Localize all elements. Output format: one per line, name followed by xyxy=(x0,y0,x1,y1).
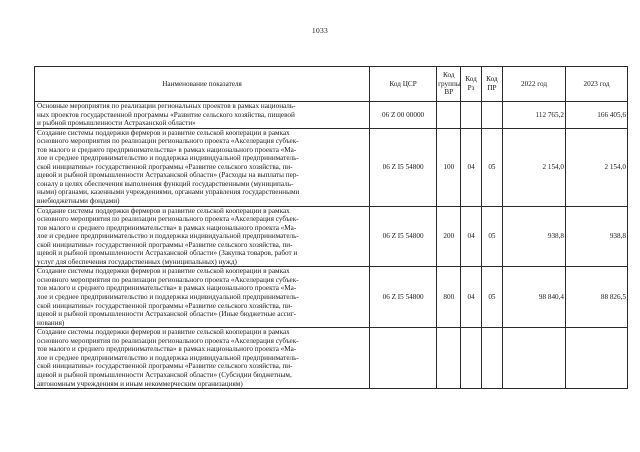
header-year-2023: 2023 год xyxy=(566,67,628,102)
header-rz-code xyxy=(461,67,481,102)
indicator-name-line: щевой и рыбной промышленности Астраханской области» (Иные бюджетные ассиг- xyxy=(37,310,297,319)
header-pr-line: Код xyxy=(486,75,498,84)
indicator-name-line: щевой и рыбной промышленности Астраханской области» (Субсидии бюджетным, xyxy=(37,370,292,379)
amount-2022-cell: 112 765,2 xyxy=(503,102,566,129)
indicator-name-line: услуг для обеспечения государственных (муниципальных) нужд) xyxy=(37,257,237,266)
page-number: 1033 xyxy=(311,26,329,35)
header-rz-line: Рз xyxy=(467,84,475,92)
table-row xyxy=(35,206,628,267)
indicator-name-line: лое и среднее предпринимательство и поддержка индивидуальной предприниматель- xyxy=(37,293,299,302)
vr-group-cell: 200 xyxy=(437,206,461,267)
table-row xyxy=(35,128,628,206)
indicator-name-line: основного мероприятия по реализации регионального проекта «Акселерация субъек- xyxy=(37,215,299,224)
indicator-name-cell xyxy=(35,128,370,206)
budget-table xyxy=(34,66,628,389)
pr-code-cell: 05 xyxy=(481,267,502,328)
csr-code-cell xyxy=(370,328,437,389)
indicator-name-line: Создание системы поддержки фермеров и развитие сельской кооперации в рамках xyxy=(37,128,290,137)
indicator-name-line: основного мероприятия по реализации регионального проекта «Акселерация субъек- xyxy=(37,336,299,345)
pr-code-cell xyxy=(481,102,502,129)
indicator-name-cell xyxy=(35,206,370,267)
amount-2023-cell: 88 826,5 xyxy=(566,267,628,328)
header-vr-line: ВР xyxy=(444,88,454,97)
amount-2022-cell xyxy=(503,328,566,389)
indicator-name-line: ской инициативы» государственной программы «Развитие сельского хозяйства, пи- xyxy=(37,240,293,249)
csr-code-cell: 06 Z 00 00000 xyxy=(370,102,437,129)
rz-code-cell xyxy=(461,328,481,389)
header-csr-code: Код ЦСР xyxy=(370,67,437,102)
amount-2023-cell xyxy=(566,328,628,389)
header-pr-code xyxy=(481,67,502,102)
header-vr-line: Код xyxy=(443,71,455,80)
indicator-name-line: Создание системы поддержки фермеров и развитие сельской кооперации в рамках xyxy=(37,206,290,215)
rz-code-cell: 04 xyxy=(461,267,481,328)
table-row xyxy=(35,102,628,129)
indicator-name-line: щевой и рыбной промышленности Астраханской области» (Закупка товаров, работ и xyxy=(37,249,298,258)
pr-code-cell: 05 xyxy=(481,128,502,206)
indicator-name-cell xyxy=(35,267,370,328)
vr-group-cell: 800 xyxy=(437,267,461,328)
indicator-name-line: лое и среднее предпринимательство и поддержка индивидуальной предприниматель- xyxy=(37,154,299,163)
header-vr-group xyxy=(437,67,461,102)
amount-2023-cell: 166 405,6 xyxy=(566,102,628,129)
indicator-name-line: Создание системы поддержки фермеров и развитие сельской кооперации в рамках xyxy=(37,328,290,337)
header-pr-line: ПР xyxy=(487,84,497,92)
indicator-name-line: внебюджетными фондами) xyxy=(37,197,120,206)
indicator-name-cell xyxy=(35,102,370,129)
indicator-name-line: тов малого и среднего предпринимательства» в рамках национального проекта «Ма- xyxy=(37,345,297,354)
indicator-name-line: ской инициативы» государственной программы «Развитие сельского хозяйства, пи- xyxy=(37,301,293,310)
indicator-name-line: тов малого и среднего предпринимательства» в рамках национального проекта «Ма- xyxy=(37,284,297,293)
rz-code-cell: 04 xyxy=(461,128,481,206)
indicator-name-line: Создание системы поддержки фермеров и развитие сельской кооперации в рамках xyxy=(37,267,290,276)
indicator-name-line: тов малого и среднего предпринимательства» в рамках национального проекта «Ма- xyxy=(37,223,297,232)
indicator-name-line: ными) органами, казенными учреждениями, органами управления государственными xyxy=(37,188,300,197)
pr-code-cell xyxy=(481,328,502,389)
pr-code-cell: 05 xyxy=(481,206,502,267)
amount-2023-cell: 2 154,0 xyxy=(566,128,628,206)
indicator-name-line: лое и среднее предпринимательство и поддержка индивидуальной предприниматель- xyxy=(37,232,299,241)
csr-code-cell: 06 Z I5 54800 xyxy=(370,206,437,267)
indicator-name-line: ской инициативы» государственной программы «Развитие сельского хозяйства, пи- xyxy=(37,162,293,171)
header-rz-line: Код xyxy=(465,75,477,84)
table-body xyxy=(35,102,628,389)
amount-2022-cell: 98 840,4 xyxy=(503,267,566,328)
amount-2023-cell: 938,8 xyxy=(566,206,628,267)
indicator-name-line: Основные мероприятия по реализации региональных проектов в рамках националь- xyxy=(37,102,296,110)
vr-group-cell: 100 xyxy=(437,128,461,206)
indicator-name-line: ской инициативы» государственной программы «Развитие сельского хозяйства, пи- xyxy=(37,362,293,371)
header-year-2022: 2022 год xyxy=(503,67,566,102)
indicator-name-line: автономным учреждениям и иным некоммерческим организациям) xyxy=(37,379,243,388)
indicator-name-line: соналу в целях обеспечения выполнения функций государственными (муниципаль- xyxy=(37,179,294,188)
rz-code-cell xyxy=(461,102,481,129)
indicator-name-line: лое и среднее предпринимательство и поддержка индивидуальной предприниматель- xyxy=(37,353,299,362)
vr-group-cell xyxy=(437,102,461,129)
rz-code-cell: 04 xyxy=(461,206,481,267)
header-vr-line: группы xyxy=(438,79,461,88)
indicator-name-line: основного мероприятия по реализации регионального проекта «Акселерация субъек- xyxy=(37,275,299,284)
table-row xyxy=(35,267,628,328)
table-header-row xyxy=(35,67,628,102)
csr-code-cell: 06 Z I5 54800 xyxy=(370,128,437,206)
indicator-name-line: основного мероприятия по реализации регионального проекта «Акселерация субъек- xyxy=(37,137,299,146)
header-indicator-name: Наименование показателя xyxy=(35,67,370,102)
table-row xyxy=(35,328,628,389)
csr-code-cell: 06 Z I5 54800 xyxy=(370,267,437,328)
indicator-name-cell xyxy=(35,328,370,389)
vr-group-cell xyxy=(437,328,461,389)
indicator-name-line: нования) xyxy=(37,318,65,327)
amount-2022-cell: 938,8 xyxy=(503,206,566,267)
indicator-name-line: щевой и рыбной промышленности Астраханской области» (Расходы на выплаты пер- xyxy=(37,171,299,180)
indicator-name-line: и рыбной промышленности Астраханской области» xyxy=(37,119,196,128)
indicator-name-line: тов малого и среднего предпринимательства» в рамках национального проекта «Ма- xyxy=(37,145,297,154)
indicator-name-line: ных проектов государственной программы «Развитие сельского хозяйства, пищевой xyxy=(37,110,295,119)
amount-2022-cell: 2 154,0 xyxy=(503,128,566,206)
